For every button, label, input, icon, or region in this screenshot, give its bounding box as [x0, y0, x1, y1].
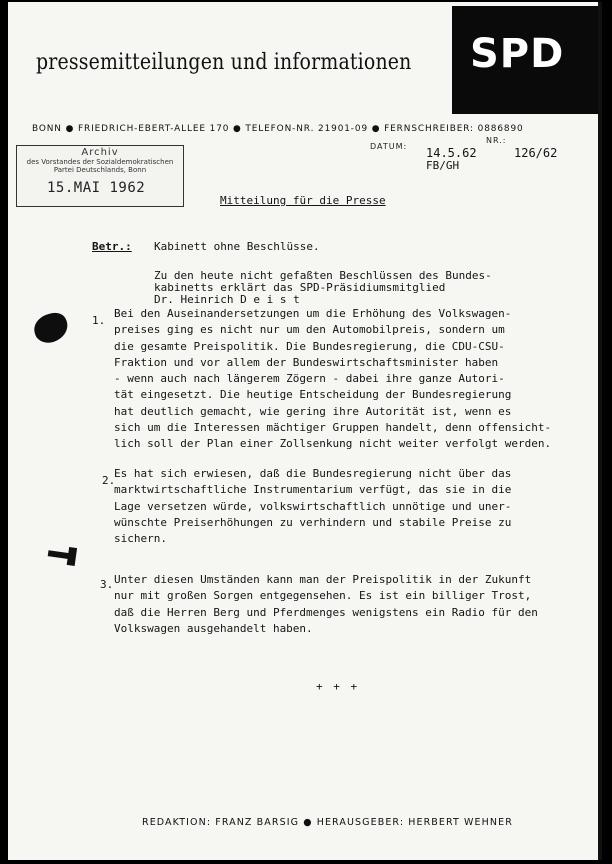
intro-line: Zu den heute nicht gefaßten Beschlüssen des Bundes- — [154, 269, 492, 282]
paragraph-line: - wenn auch nach längerem Zögern - dabei ihre ganze Autori- — [114, 372, 505, 386]
paragraph-line: hat deutlich gemacht, wie gering ihre Autorität ist, wenn es — [114, 404, 512, 418]
paragraph-line: Bei den Auseinandersetzungen um die Erhöhung des Volkswagen- — [114, 307, 512, 320]
paragraph-line: Volkswagen ausgehandelt haben. — [114, 621, 313, 635]
subject-text: Kabinett ohne Beschlüsse. — [154, 240, 320, 253]
document-page — [8, 2, 602, 860]
ink-mark — [48, 550, 75, 560]
closing-marks: + + + — [316, 680, 360, 693]
author-initials: FB/GH — [426, 159, 460, 172]
intro-paragraph — [154, 270, 594, 306]
point-2-paragraph — [114, 466, 594, 547]
footer-credits: REDAKTION: FRANZ BARSIG ● HERAUSGEBER: HERBERT WEHNER — [142, 817, 513, 828]
paragraph-line: Lage versetzen würde, volkswirtschaftlich unnötige und uner- — [114, 499, 512, 513]
point-number: 3. — [100, 578, 114, 591]
stamp-date: 15.MAI 1962 — [47, 180, 146, 196]
paragraph-line: wünschte Preiserhöhungen zu verhindern und stabile Preise zu — [114, 515, 512, 529]
paragraph-line: Unter diesen Umständen kann man der Preispolitik in der Zukunft — [114, 573, 532, 586]
letterhead-title: pressemitteilungen und informationen — [36, 50, 412, 75]
datum-value: 14.5.62 — [426, 146, 477, 160]
datum-label: DATUM: — [370, 142, 408, 151]
paragraph-line: sichern. — [114, 532, 167, 546]
spd-logo — [452, 6, 600, 114]
point-number: 1. — [92, 314, 106, 327]
paragraph-line: preises ging es nicht nur um den Automobilpreis, sondern um — [114, 323, 505, 337]
paragraph-line: marktwirtschaftliche Instrumentarium verfügt, das sie in die — [114, 483, 512, 497]
intro-line: Dr. Heinrich D e i s t — [154, 293, 300, 306]
point-3-paragraph — [114, 572, 594, 637]
letterhead-address: BONN ● FRIEDRICH-EBERT-ALLEE 170 ● TELEFON-NR. 21901-09 ● FERNSCHREIBER: 0886890 — [32, 124, 524, 134]
document-heading: Mitteilung für die Presse — [220, 194, 386, 207]
point-number: 2. — [102, 474, 116, 487]
paragraph-line: Es hat sich erwiesen, daß die Bundesregierung nicht über das — [114, 467, 512, 480]
subject-label: Betr.: — [92, 240, 132, 253]
paragraph-line: die gesamte Preispolitik. Die Bundesregierung, die CDU-CSU- — [114, 339, 505, 353]
paragraph-line: lich soll der Plan einer Zollsenkung nicht weiter verfolgt werden. — [114, 437, 552, 451]
paragraph-line: sich um die Interessen mächtiger Gruppen handelt, denn offensicht- — [114, 421, 552, 435]
logo-text: SPD — [470, 31, 565, 77]
stamp-line-organization: des Vorstandes der Sozialdemokratischen — [26, 158, 174, 166]
paragraph-line: nur mit großen Sorgen entgegensehen. Es ist ein billiger Trost, — [114, 589, 532, 603]
stamp-line-party: Partei Deutschlands, Bonn — [53, 166, 147, 174]
intro-line: kabinetts erklärt das SPD-Präsidiumsmitglied — [154, 281, 446, 294]
paragraph-line: Fraktion und vor allem der Bundeswirtschaftsminister haben — [114, 355, 499, 369]
stamp-title: Archiv — [81, 147, 119, 158]
nr-label: NR.: — [486, 136, 507, 145]
ink-blot — [31, 309, 72, 346]
archive-stamp — [16, 145, 184, 207]
point-1-paragraph — [114, 306, 594, 453]
paragraph-line: daß die Herren Berg und Pferdmenges wenigstens ein Radio für den — [114, 605, 538, 619]
paragraph-line: tät eingesetzt. Die heutige Entscheidung der Bundesregierung — [114, 388, 512, 402]
nr-value: 126/62 — [514, 146, 558, 160]
